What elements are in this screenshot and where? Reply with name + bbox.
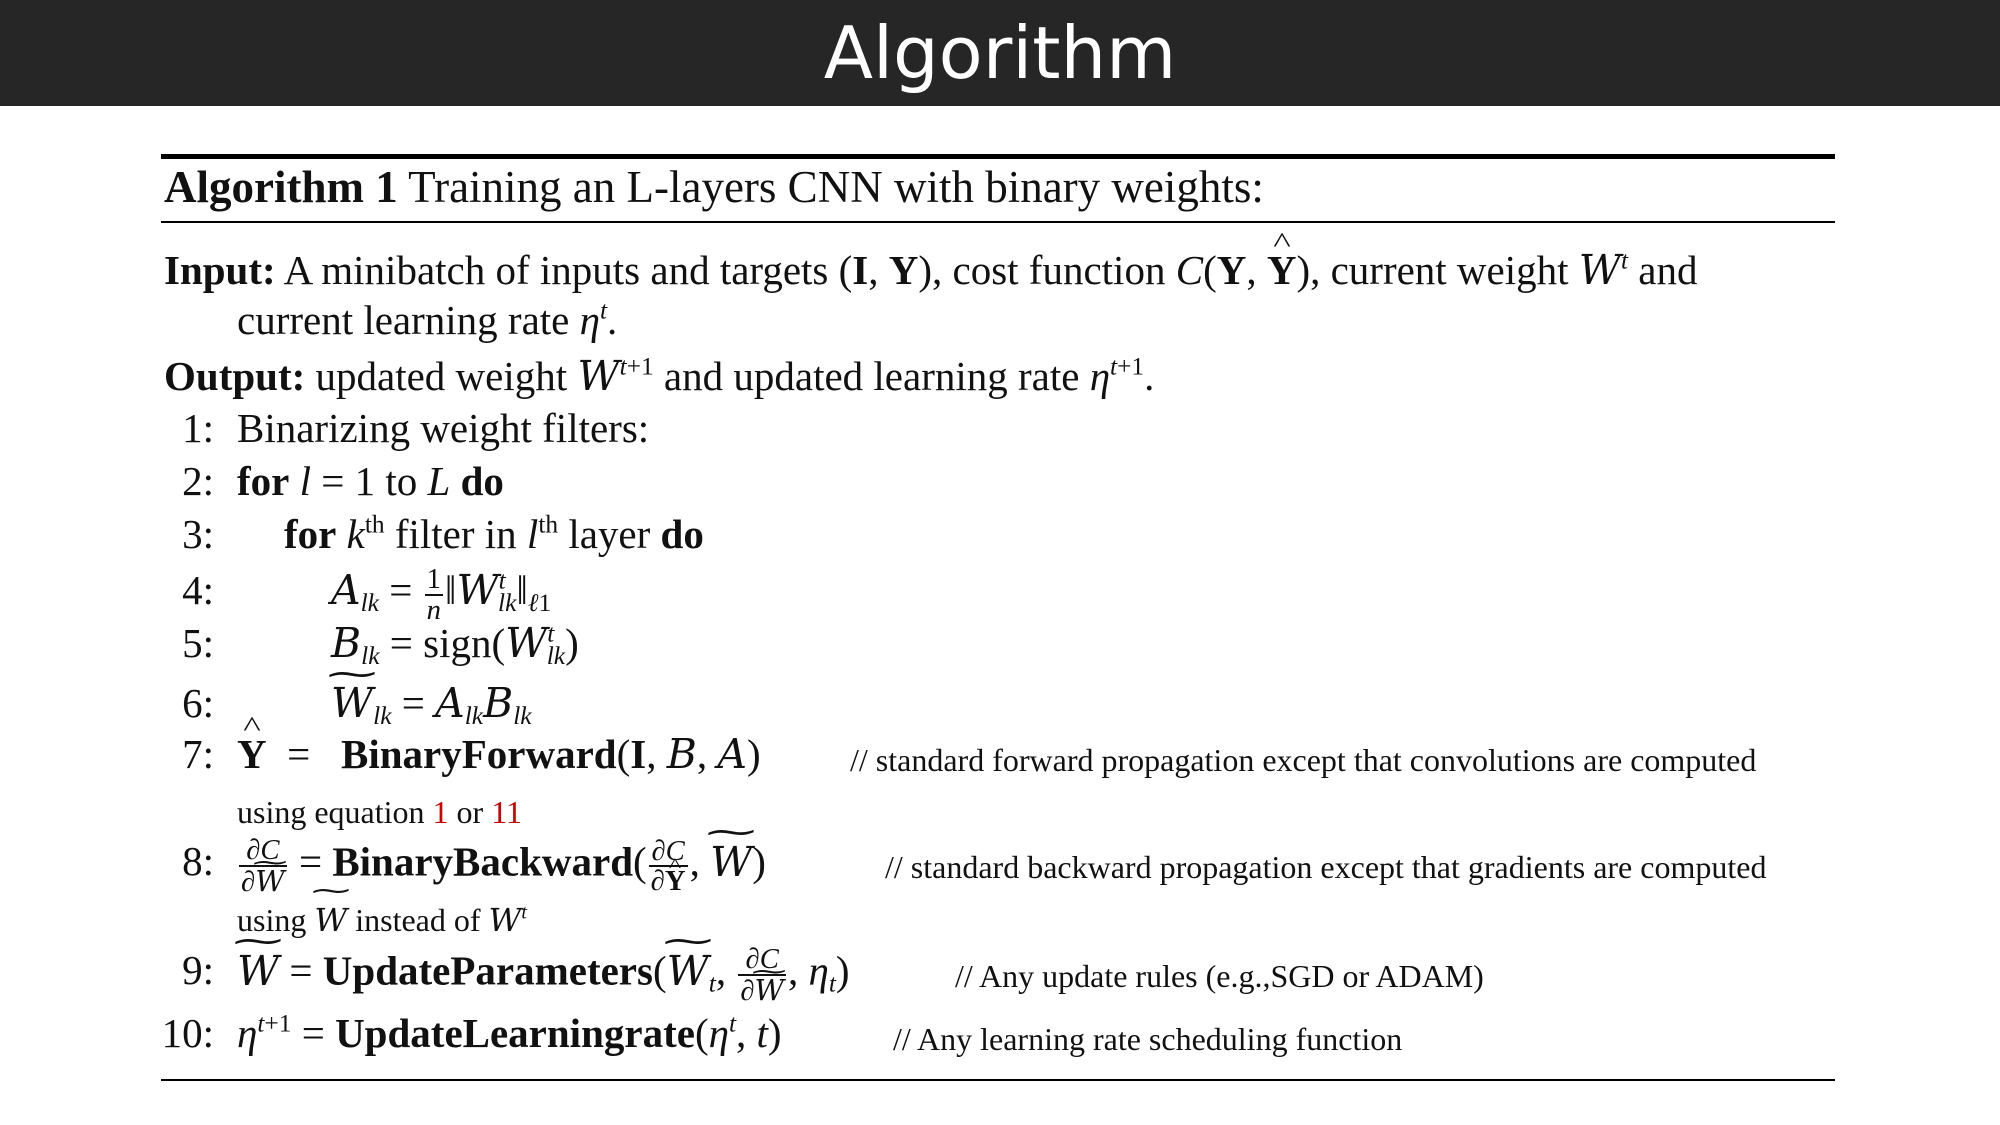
slide-title: Algorithm	[0, 0, 2000, 106]
algorithm-label: Algorithm 1	[164, 162, 398, 212]
algorithm-input-cont: current learning rate $\eta^t$.	[237, 296, 618, 343]
algorithm-input: Input: A minibatch of inputs and targets (I, Y), cost function C(Y, ^ Y), current weight $W^t$ and	[164, 245, 1697, 295]
algorithm-line-7-cont: using equation 1 or 11	[237, 794, 522, 830]
algorithm-caption-text: Training an L-layers CNN with binary weights:	[408, 162, 1264, 212]
algorithm-caption	[164, 158, 1264, 216]
equation-ref-11[interactable]: 11	[491, 794, 522, 830]
algorithm-output: Output: updated weight $W^{t+1}$ and updated learning rate $\eta^{t+1}$.	[164, 352, 1155, 400]
equation-ref-1[interactable]: 1	[432, 794, 449, 830]
algorithm-bottom-rule	[161, 1079, 1835, 1081]
algorithm-mid-rule	[161, 221, 1835, 223]
algorithm-line-8-cont: using ~ W instead of $W^t$	[237, 895, 527, 945]
